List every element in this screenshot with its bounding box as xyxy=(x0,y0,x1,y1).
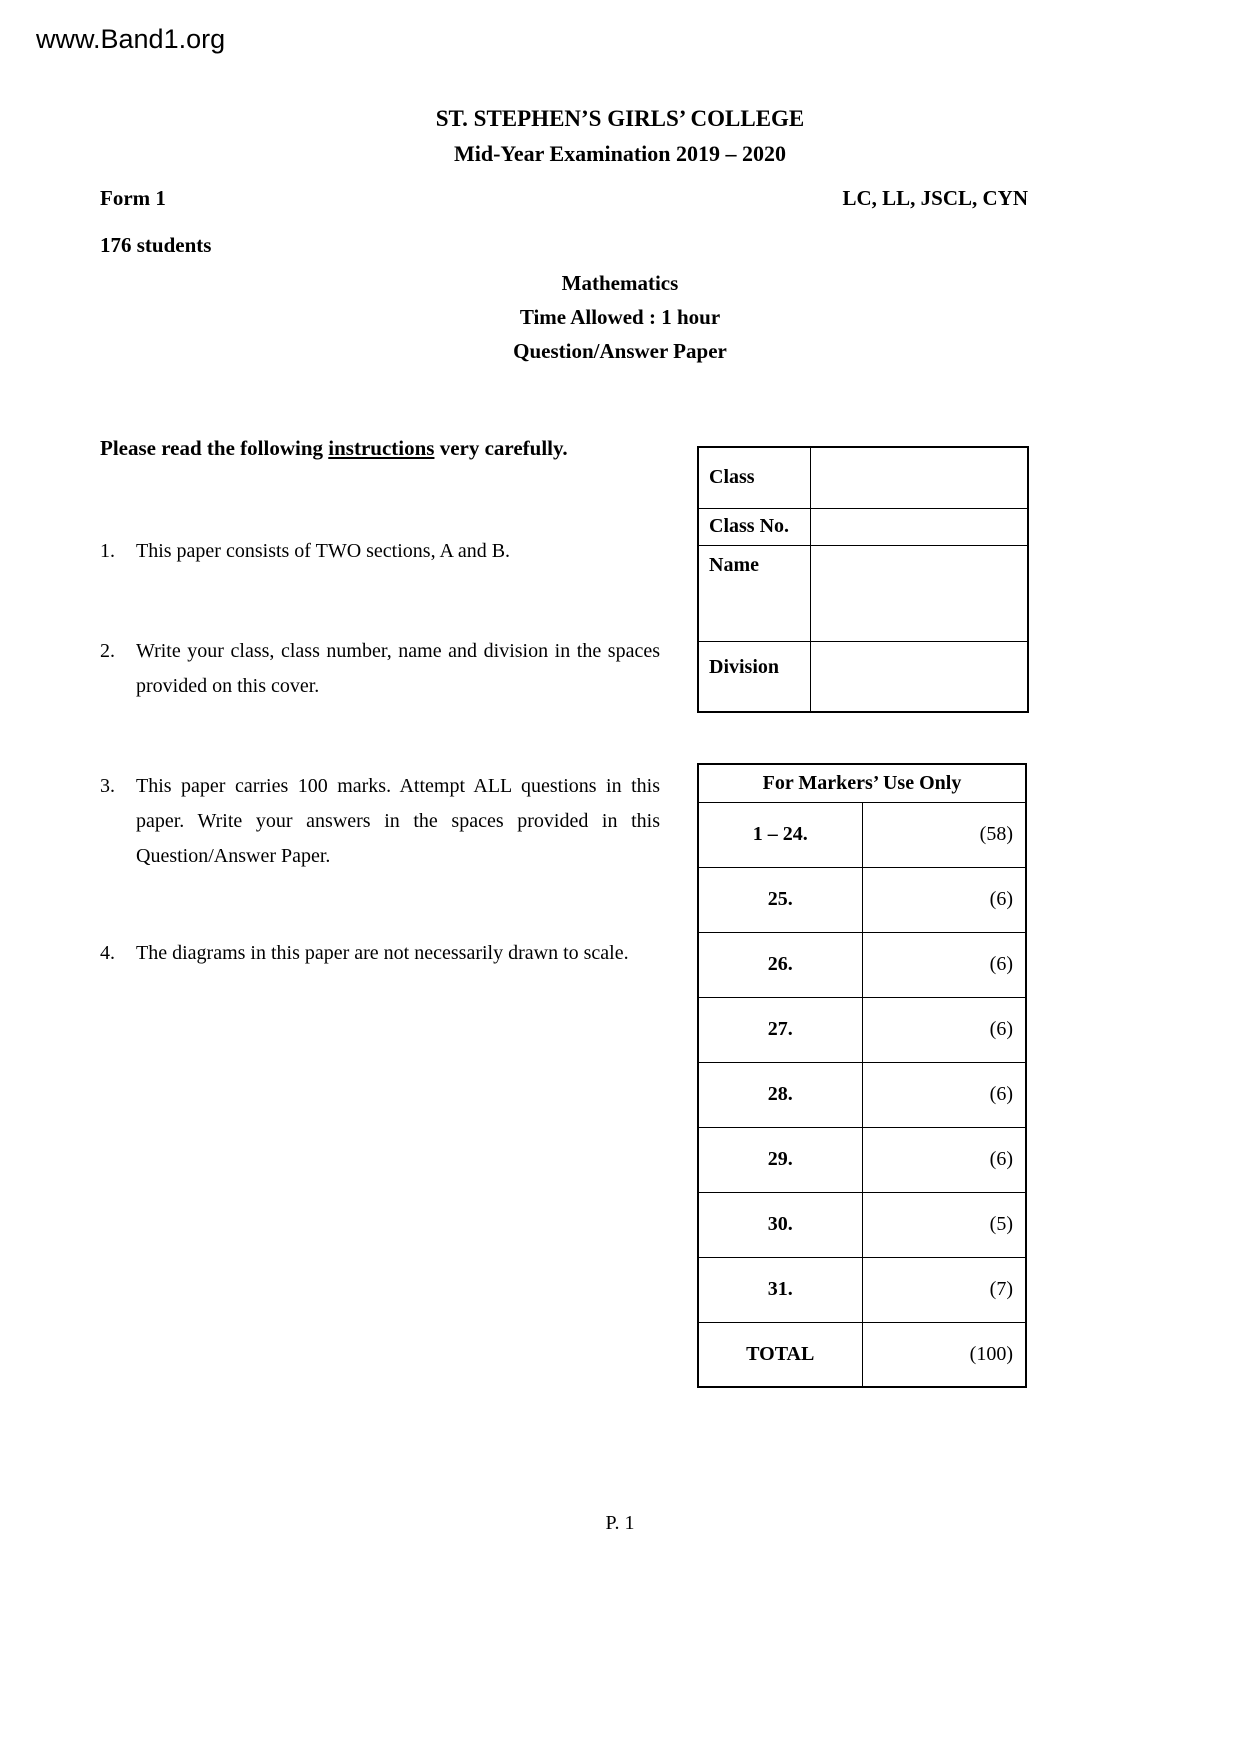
division-value-cell xyxy=(810,641,1028,712)
class-codes: LC, LL, JSCL, CYN xyxy=(842,186,1028,210)
table-row xyxy=(698,802,1026,867)
question-range-label: 1 – 24. xyxy=(698,802,862,867)
question-label: 30. xyxy=(698,1192,862,1257)
marks-cell: (58) xyxy=(862,802,1026,867)
marks-cell: (5) xyxy=(862,1192,1026,1257)
instruction-text: Write your class, class number, name and division in the spaces provided on this cover. xyxy=(136,640,660,697)
table-row xyxy=(698,447,1028,508)
table-row xyxy=(698,1062,1026,1127)
question-label: 31. xyxy=(698,1257,862,1322)
markers-table-title: For Markers’ Use Only xyxy=(698,764,1026,802)
name-label: Name xyxy=(698,545,810,641)
class-no-value-cell xyxy=(810,508,1028,545)
watermark: www.Band1.org xyxy=(36,24,226,54)
students-count: 176 students xyxy=(100,233,212,257)
instruction-text: This paper consists of TWO sections, A and B. xyxy=(136,540,511,562)
table-row xyxy=(698,1322,1026,1387)
table-row xyxy=(698,867,1026,932)
marks-cell: (6) xyxy=(862,932,1026,997)
form-label: Form 1 xyxy=(100,186,166,210)
question-label: 25. xyxy=(698,867,862,932)
intro-underlined: instructions xyxy=(328,436,435,460)
total-marks-cell: (100) xyxy=(862,1322,1026,1387)
question-label: 28. xyxy=(698,1062,862,1127)
class-no-label: Class No. xyxy=(698,508,810,545)
instruction-item xyxy=(100,936,660,971)
form-row xyxy=(100,186,1028,211)
markers-use-table xyxy=(697,763,1027,1388)
time-allowed: Time Allowed : 1 hour xyxy=(519,305,721,329)
table-row xyxy=(698,1127,1026,1192)
table-row xyxy=(698,1257,1026,1322)
table-row xyxy=(698,997,1026,1062)
instruction-number: 3. xyxy=(100,775,115,797)
table-row xyxy=(698,508,1028,545)
total-label: TOTAL xyxy=(698,1322,862,1387)
table-row xyxy=(698,641,1028,712)
table-row xyxy=(698,545,1028,641)
question-label: 27. xyxy=(698,997,862,1062)
school-title: ST. STEPHEN’S GIRLS’ COLLEGE xyxy=(435,106,805,131)
question-label: 29. xyxy=(698,1127,862,1192)
intro-post: very carefully. xyxy=(434,436,568,460)
marks-cell: (6) xyxy=(862,997,1026,1062)
table-row xyxy=(698,932,1026,997)
marks-cell: (6) xyxy=(862,867,1026,932)
instruction-number: 1. xyxy=(100,540,115,562)
intro-pre: Please read the following xyxy=(100,436,329,460)
instructions-intro xyxy=(100,436,568,461)
instruction-text: This paper carries 100 marks. Attempt ALL questions in this paper. Write your answers in the spaces provided in this Question/Answer Paper. xyxy=(136,775,660,867)
division-label: Division xyxy=(698,641,810,712)
table-header-row xyxy=(698,764,1026,802)
instruction-text: The diagrams in this paper are not necessarily drawn to scale. xyxy=(136,942,629,964)
page-number: P. 1 xyxy=(605,1512,635,1534)
student-info-table xyxy=(697,446,1029,713)
subject-block xyxy=(0,266,1240,368)
instruction-item xyxy=(100,634,660,704)
instruction-item xyxy=(100,769,660,874)
marks-cell: (6) xyxy=(862,1062,1026,1127)
marks-cell: (6) xyxy=(862,1127,1026,1192)
name-value-cell xyxy=(810,545,1028,641)
paper-type: Question/Answer Paper xyxy=(513,339,727,363)
exam-title: Mid-Year Examination 2019 – 2020 xyxy=(453,141,787,166)
class-value-cell xyxy=(810,447,1028,508)
class-label: Class xyxy=(698,447,810,508)
subject-title: Mathematics xyxy=(561,271,679,295)
marks-cell: (7) xyxy=(862,1257,1026,1322)
table-row xyxy=(698,1192,1026,1257)
instruction-number: 2. xyxy=(100,640,115,662)
instruction-item xyxy=(100,534,660,569)
instruction-number: 4. xyxy=(100,942,115,964)
question-label: 26. xyxy=(698,932,862,997)
